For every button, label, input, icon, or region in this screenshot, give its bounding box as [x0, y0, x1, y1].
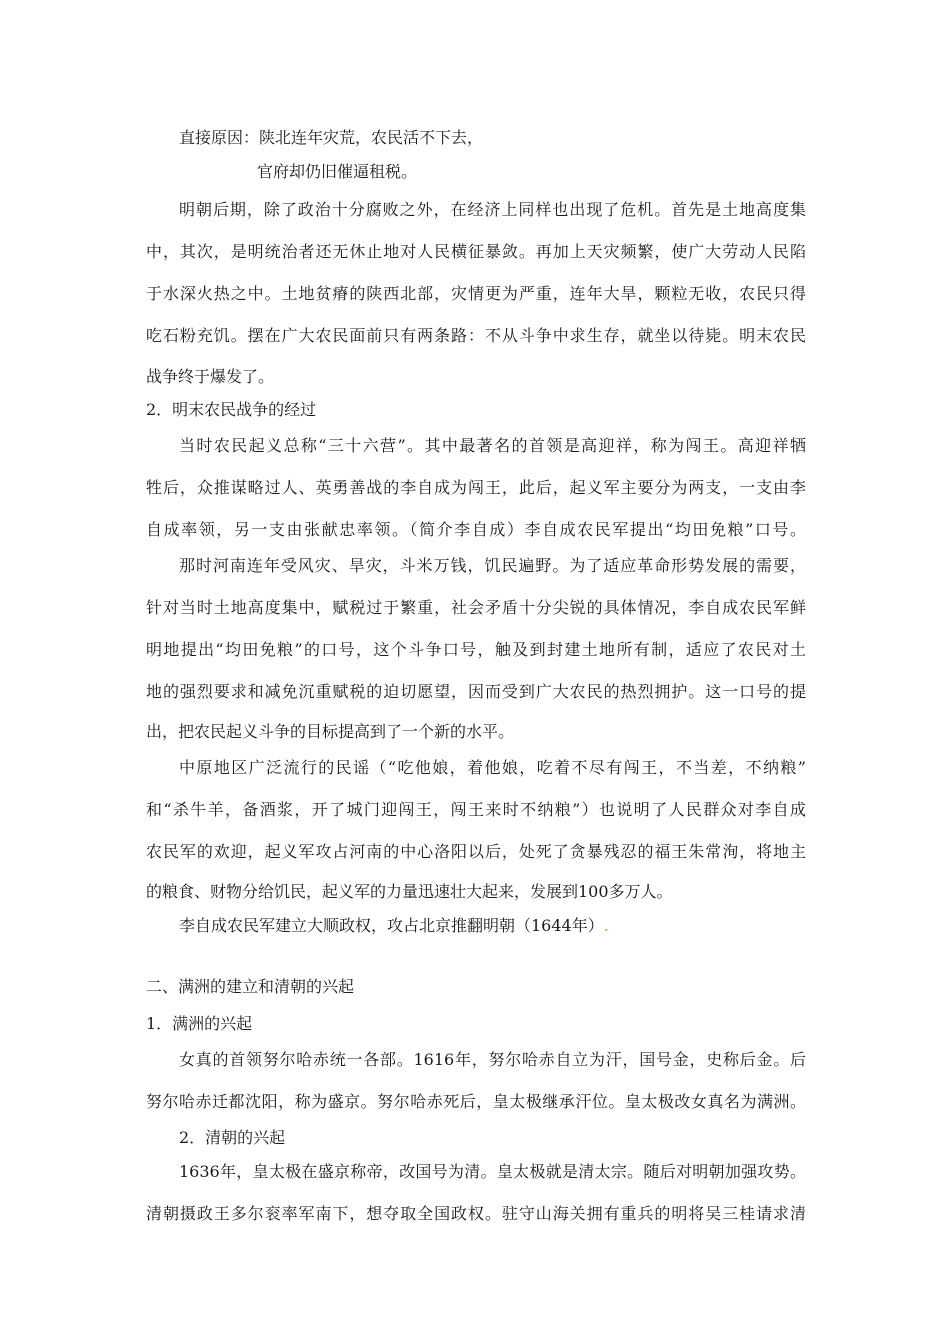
paragraph-line: 地的强烈要求和减免沉重赋税的迫切愿望，因而受到广大农民的热烈拥护。这一口号的提 [146, 682, 806, 701]
paragraph-line: 当时农民起义总称“三十六营”。其中最著名的首领是高迎祥，称为闯王。高迎祥牺 [179, 436, 806, 455]
paragraph-line: 吃石粉充饥。摆在广大农民面前只有两条路：不从斗争中求生存，就坐以待毙。明末农民 [146, 326, 806, 345]
section-heading: 2．明末农民战争的经过 [146, 400, 317, 419]
paragraph-line: 女真的首领努尔哈赤统一各部。1616年，努尔哈赤自立为汗，国号金，史称后金。后 [179, 1050, 806, 1069]
paragraph-line: 和“杀牛羊，备酒浆，开了城门迎闯王，闯王来时不纳粮”）也说明了人民群众对李自成 [146, 800, 806, 819]
paragraph-line: 于水深火热之中。土地贫瘠的陕西北部，灾情更为严重，连年大旱，颗粒无收，农民只得 [146, 284, 806, 303]
direct-cause-line-1: 直接原因：陕北连年灾荒，农民活不下去， [179, 128, 484, 147]
paragraph-line: 的粮食、财物分给饥民，起义军的力量迅速壮大起来，发展到100多万人。 [146, 882, 673, 901]
paragraph-line: 1636年，皇太极在盛京称帝，改国号为清。皇太极就是清太宗。随后对明朝加强攻势。 [179, 1162, 806, 1181]
subsection-heading: 2．清朝的兴起 [179, 1128, 286, 1147]
direct-cause-line-2: 官府却仍旧催逼租税。 [257, 162, 418, 181]
paragraph-text: 李自成农民军建立大顺政权，攻占北京推翻明朝（1644年） [179, 916, 604, 935]
paragraph-line [179, 916, 609, 936]
paragraph-line: 战争终于爆发了。 [146, 367, 275, 386]
paragraph-line: 牲后，众推谋略过人、英勇善战的李自成为闯王，此后，起义军主要分为两支，一支由李 [146, 478, 806, 497]
paragraph-line: 农民军的欢迎，起义军攻占河南的中心洛阳以后，处死了贪暴残忍的福王朱常洵，将地主 [146, 842, 806, 861]
paragraph-line: 自成率领，另一支由张献忠率领。（简介李自成）李自成农民军提出“均田免粮”口号。 [146, 520, 806, 539]
paragraph-line: 中原地区广泛流行的民谣（“吃他娘，着他娘，吃着不尽有闯王，不当差，不纳粮” [179, 758, 806, 777]
subsection-heading: 1．满洲的兴起 [146, 1014, 253, 1033]
section-heading: 二、满洲的建立和清朝的兴起 [146, 977, 355, 996]
period-mark: . [603, 916, 609, 935]
paragraph-line: 明朝后期，除了政治十分腐败之外，在经济上同样也出现了危机。首先是土地高度集 [179, 200, 806, 219]
paragraph-line: 努尔哈赤迁都沈阳，称为盛京。努尔哈赤死后，皇太极继承汗位。皇太极改女真名为满洲。 [146, 1092, 806, 1111]
paragraph-line: 明地提出“均田免粮”的口号，这个斗争口号，触及到封建土地所有制，适应了农民对土 [146, 640, 806, 659]
paragraph-line: 针对当时土地高度集中，赋税过于繁重，社会矛盾十分尖锐的具体情况，李自成农民军鲜 [146, 598, 806, 617]
paragraph-line: 中，其次，是明统治者还无休止地对人民横征暴敛。再加上天灾频繁，使广大劳动人民陷 [146, 242, 806, 261]
paragraph-line: 出，把农民起义斗争的目标提高到了一个新的水平。 [146, 722, 515, 741]
paragraph-line: 那时河南连年受风灾、旱灾，斗米万钱，饥民遍野。为了适应革命形势发展的需要， [179, 556, 806, 575]
paragraph-line: 清朝摄政王多尔衮率军南下，想夺取全国政权。驻守山海关拥有重兵的明将吴三桂请求清 [146, 1204, 806, 1223]
